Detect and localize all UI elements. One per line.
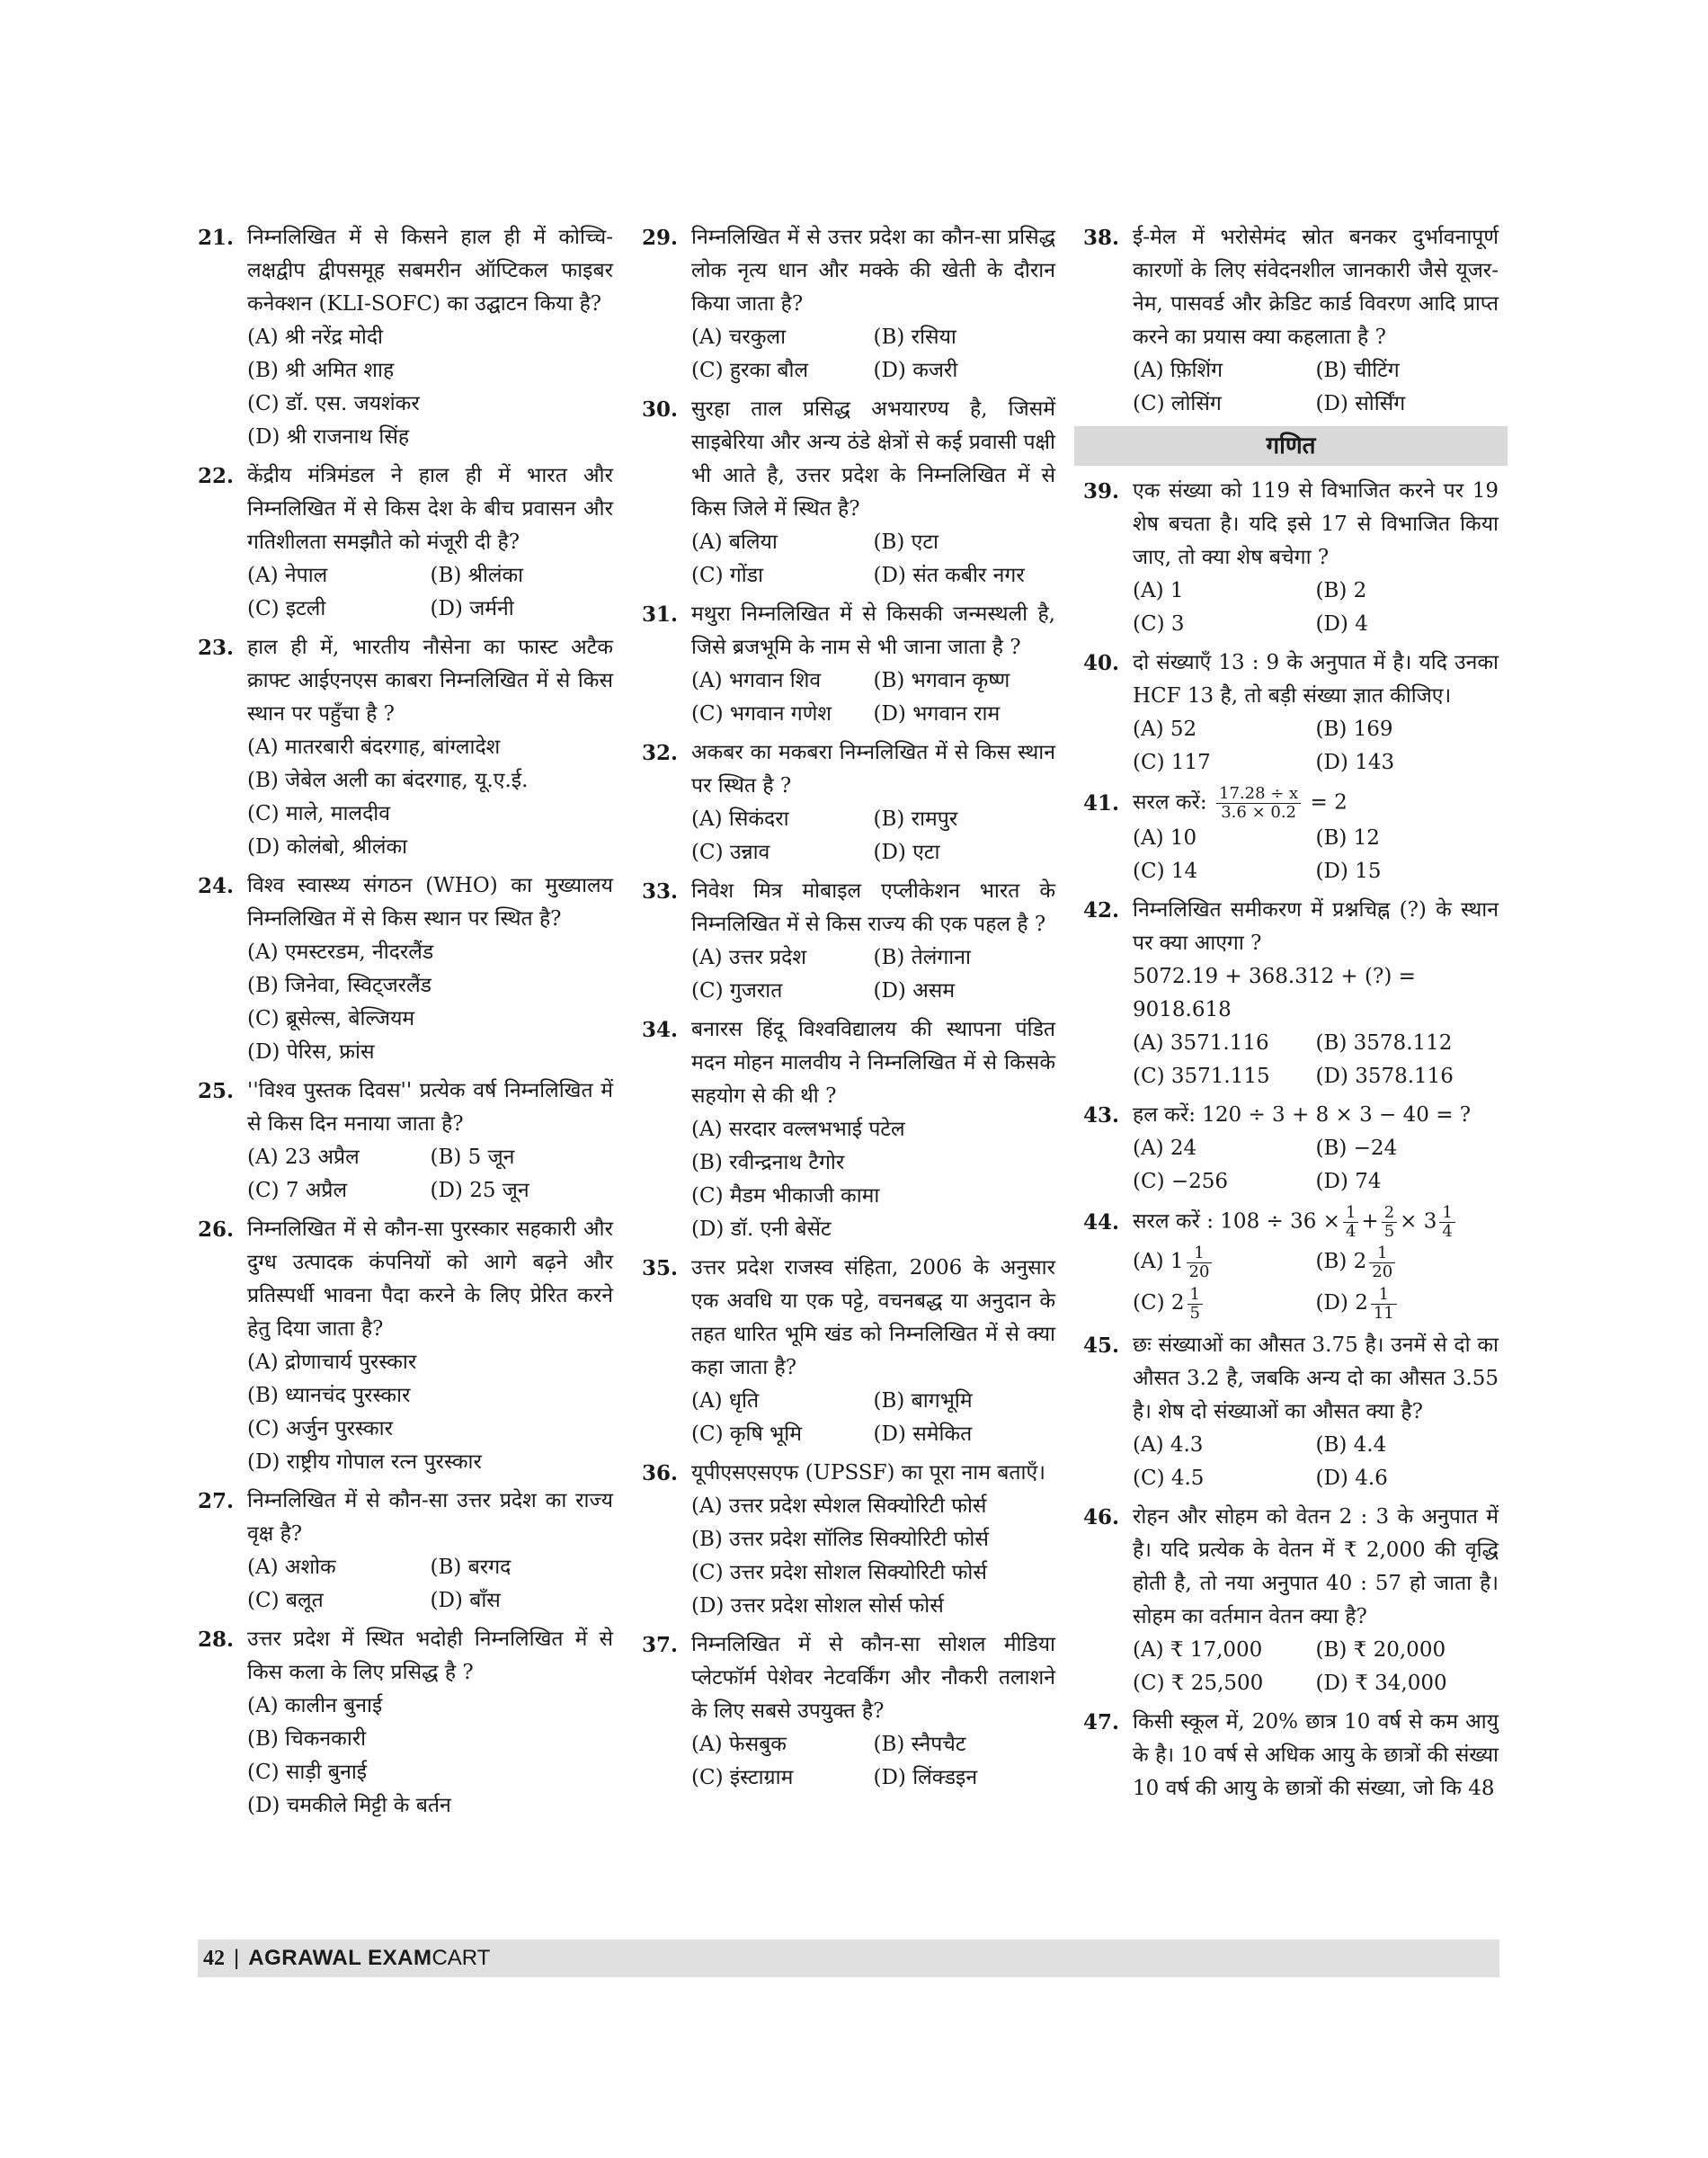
option: (A) द्रोणाचार्य पुरस्कार xyxy=(247,1351,417,1374)
question-text: किसी स्कूल में, 20% छात्र 10 वर्ष से कम आयु के है। 10 वर्ष से अधिक आयु के छात्रों की संख्या 10 वर्ष की आयु के छात्रों की संख्या, जो कि 48 xyxy=(1133,1710,1499,1800)
question-text: विश्व स्वास्थ्य संगठन (WHO) का मुख्यालय निम्नलिखित में से किस स्थान पर स्थित है? xyxy=(247,874,613,931)
column-1 xyxy=(198,221,613,1828)
option: (B) ₹ 20,000 xyxy=(1315,1638,1446,1662)
option: (A) एमस्टरडम, नीदरलैंड xyxy=(247,941,434,964)
question-text: निवेश मित्र मोबाइल एप्लीकेशन भारत के निम्नलिखित में से किस राज्य की एक पहल है ? xyxy=(691,879,1055,936)
fraction-numerator: 1 xyxy=(1369,1244,1395,1263)
question-text: एक संख्या को 119 से विभाजित करने पर 19 शेष बचता है। यदि इसे 17 से विभाजित किया जाए, तो क्या शेष बचेगा ? xyxy=(1133,479,1499,569)
option: (B) बरगद xyxy=(430,1556,512,1579)
equation: 5072.19 + 368.312 + (?) = 9018.618 xyxy=(1133,965,1416,1021)
option: (A) सिकंदरा xyxy=(691,807,789,831)
question-number: 22. xyxy=(198,464,235,488)
question-44 xyxy=(1083,1204,1499,1324)
fraction-denominator: 4 xyxy=(1442,1222,1453,1241)
question-22 xyxy=(198,459,613,626)
question-34 xyxy=(642,1013,1055,1246)
fraction xyxy=(1188,1286,1203,1323)
option: (C) −256 xyxy=(1133,1170,1229,1193)
option: (D) डॉ. एनी बेसेंट xyxy=(691,1217,832,1241)
option: (D) उत्तर प्रदेश सोशल सोर्स फोर्स xyxy=(691,1594,944,1618)
option: (C) हुरका बौल xyxy=(691,359,809,382)
option: (C) ₹ 25,500 xyxy=(1133,1672,1264,1695)
question-text: ई-मेल में भरोसेमंद स्रोत बनकर दुर्भावनापूर्ण कारणों के लिए संवेदनशील जानकारी जैसे यूजर-नेम, पासवर्ड और क्रेडिट कार्ड विवरण आदि प्राप्त करने का प्रयास क्या कहलाता है ? xyxy=(1133,226,1499,349)
equation-result: = 2 xyxy=(1310,790,1348,815)
fraction xyxy=(1439,1204,1454,1241)
question-number: 24. xyxy=(198,874,235,898)
option: (D) लिंक्डइन xyxy=(873,1766,978,1789)
question-text: निम्नलिखित में से कौन-सा सोशल मीडिया प्लेटफॉर्म पेशेवर नेटवर्किंग और नौकरी तलाशने के लिए सबसे उपयुक्त है? xyxy=(691,1633,1055,1723)
option: (D) संत कबीर नगर xyxy=(873,564,1025,587)
question-text: सरल करें : 108 ÷ 36 × xyxy=(1133,1209,1340,1234)
option: (B) श्रीलंका xyxy=(430,564,524,587)
option: (C) साड़ी बुनाई xyxy=(247,1761,368,1784)
column-3 xyxy=(1083,221,1499,1811)
question-24 xyxy=(198,869,613,1069)
question-number: 46. xyxy=(1083,1505,1120,1529)
option: (B) ध्यानचंद पुरस्कार xyxy=(247,1384,411,1407)
option: (B) 4.4 xyxy=(1315,1433,1387,1457)
option: (C) इटली xyxy=(247,597,326,620)
option: (D) राष्ट्रीय गोपाल रत्न पुरस्कार xyxy=(247,1450,482,1474)
option: (A) 10 xyxy=(1133,826,1197,850)
question-number: 26. xyxy=(198,1217,235,1242)
question-47 xyxy=(1083,1706,1499,1806)
option: (B) 169 xyxy=(1315,718,1393,741)
section-heading: गणित xyxy=(1074,426,1508,466)
question-number: 42. xyxy=(1083,898,1120,923)
option xyxy=(1133,1241,1316,1282)
question-number: 41. xyxy=(1083,791,1120,816)
question-25 xyxy=(198,1075,613,1208)
option: (A) सरदार वल्लभभाई पटेल xyxy=(691,1118,905,1141)
option: (B) 5 जून xyxy=(430,1146,515,1169)
fraction-numerator: 1 xyxy=(1343,1204,1358,1223)
option: (C) उत्तर प्रदेश सोशल सिक्योरिटी फोर्स xyxy=(691,1561,987,1584)
option: (D) कजरी xyxy=(873,359,958,382)
fraction-denominator: 5 xyxy=(1189,1303,1200,1323)
question-36 xyxy=(642,1457,1055,1623)
option: (B) 3578.112 xyxy=(1315,1031,1453,1055)
question-text: निम्नलिखित में से उत्तर प्रदेश का कौन-सा प्रसिद्ध लोक नृत्य धान और मक्के की खेती के दौरान किया जाता है? xyxy=(691,226,1055,316)
question-number: 28. xyxy=(198,1627,235,1652)
brand-logo: AGRAWAL EXAM xyxy=(248,1946,432,1970)
option: (A) फ़िशिंग xyxy=(1133,359,1223,382)
question-number: 39. xyxy=(1083,479,1120,504)
question-text: सुरहा ताल प्रसिद्ध अभयारण्य है, जिसमें साइबेरिया और अन्य ठंडे क्षेत्रों से कई प्रवासी पक्षी भी आते है, उत्तर प्रदेश के निम्नलिखित में से किस जिले में स्थित है? xyxy=(691,397,1055,521)
option: (D) जर्मनी xyxy=(430,597,514,620)
option: (C) ब्रूसेल्स, बेल्जियम xyxy=(247,1007,415,1030)
option xyxy=(1316,1282,1499,1324)
question-number: 30. xyxy=(642,397,679,422)
option: (A) 24 xyxy=(1133,1137,1197,1160)
question-text: केंद्रीय मंत्रिमंडल ने हाल ही में भारत और निम्नलिखित में से किस देश के बीच प्रवासन और गतिशीलता समझौते को मंजूरी दी है? xyxy=(247,464,613,554)
question-text: सरल करें: xyxy=(1133,790,1207,815)
operator: + xyxy=(1361,1209,1379,1234)
option: (C) 3 xyxy=(1133,612,1185,636)
question-number: 29. xyxy=(642,226,679,250)
fraction-numerator: 17.28 ÷ x xyxy=(1216,785,1301,804)
option: (A) 52 xyxy=(1133,718,1197,741)
question-number: 38. xyxy=(1083,226,1120,250)
option: (D) कोलंबो, श्रीलंका xyxy=(247,835,408,859)
page-number: 42 xyxy=(203,1947,225,1970)
option: (B) रसिया xyxy=(873,325,956,349)
fraction-numerator: 1 xyxy=(1439,1204,1454,1223)
option: (D) 25 जून xyxy=(430,1179,529,1202)
question-text: मथुरा निम्नलिखित में से किसकी जन्मस्थली है, जिसे ब्रजभूमि के नाम से भी जाना जाता है ? xyxy=(691,602,1055,659)
option: (C) 4.5 xyxy=(1133,1467,1205,1490)
question-23 xyxy=(198,631,613,864)
question-35 xyxy=(642,1252,1055,1451)
option: (A) 1 xyxy=(1133,579,1184,602)
option: (C) 117 xyxy=(1133,751,1211,774)
option: (B) 2 xyxy=(1315,579,1367,602)
fraction-numerator: 1 xyxy=(1188,1286,1203,1305)
option: (B) श्री अमित शाह xyxy=(247,359,395,382)
question-number: 47. xyxy=(1083,1710,1120,1734)
question-38 xyxy=(1083,221,1499,421)
option: (A) मातरबारी बंदरगाह, बांग्लादेश xyxy=(247,736,501,759)
option: (C) अर्जुन पुरस्कार xyxy=(247,1417,394,1440)
option: (D) 143 xyxy=(1315,751,1395,774)
option: (C) भगवान गणेश xyxy=(691,702,832,726)
option-label: (D) 2 xyxy=(1315,1291,1368,1315)
option: (D) 15 xyxy=(1315,860,1382,883)
option: (B) एटा xyxy=(873,531,939,554)
option: (D) 4 xyxy=(1315,612,1368,636)
question-text: निम्नलिखित में से किसने हाल ही में कोच्चि-लक्षद्वीप द्वीपसमूह सबमरीन ऑप्टिकल फाइबर कनेक्शन (KLI-SOFC) का उद्घाटन किया है? xyxy=(247,226,613,316)
question-42 xyxy=(1083,894,1499,1093)
question-46 xyxy=(1083,1501,1499,1700)
question-number: 27. xyxy=(198,1489,235,1513)
question-number: 32. xyxy=(642,741,679,765)
question-text: हल करें: 120 ÷ 3 + 8 × 3 − 40 = ? xyxy=(1133,1103,1472,1127)
option: (A) 23 अप्रैल xyxy=(247,1146,360,1169)
fraction-numerator: 2 xyxy=(1382,1204,1397,1223)
question-text: उत्तर प्रदेश में स्थित भदोही निम्नलिखित में से किस कला के लिए प्रसिद्ध है ? xyxy=(247,1627,613,1684)
option: (A) धृति xyxy=(691,1389,760,1413)
question-number: 43. xyxy=(1083,1103,1120,1128)
question-43 xyxy=(1083,1099,1499,1199)
question-text: बनारस हिंदू विश्वविद्यालय की स्थापना पंडित मदन मोहन मालवीय ने निम्नलिखित में से किसके सहयोग से की थी ? xyxy=(691,1018,1055,1108)
question-33 xyxy=(642,875,1055,1008)
option: (C) 14 xyxy=(1133,860,1198,883)
fraction-denominator: 4 xyxy=(1345,1222,1357,1241)
option: (B) 12 xyxy=(1315,826,1380,850)
option: (B) तेलंगाना xyxy=(873,946,971,969)
question-number: 37. xyxy=(642,1633,679,1657)
option: (C) 7 अप्रैल xyxy=(247,1179,348,1202)
option: (B) भगवान कृष्ण xyxy=(873,669,1010,692)
page-footer xyxy=(198,1940,1499,1977)
question-45 xyxy=(1083,1329,1499,1495)
question-26 xyxy=(198,1213,613,1479)
fraction xyxy=(1369,1244,1395,1281)
option: (D) भगवान राम xyxy=(873,702,1001,726)
option: (A) नेपाल xyxy=(247,564,328,587)
option: (A) कालीन बुनाई xyxy=(247,1694,383,1717)
question-41 xyxy=(1083,785,1499,888)
option-label: (B) 2 xyxy=(1315,1250,1367,1273)
option: (B) −24 xyxy=(1315,1137,1398,1160)
option-label: (C) 2 xyxy=(1133,1291,1185,1315)
question-number: 40. xyxy=(1083,651,1120,675)
option: (A) उत्तर प्रदेश स्पेशल सिक्योरिटी फोर्स xyxy=(691,1494,987,1518)
option xyxy=(1316,1241,1499,1282)
question-number: 25. xyxy=(198,1079,235,1103)
question-number: 31. xyxy=(642,602,679,627)
fraction-denominator: 20 xyxy=(1372,1262,1393,1281)
option: (C) मैडम भीकाजी कामा xyxy=(691,1184,880,1208)
fraction xyxy=(1382,1204,1397,1241)
fraction-denominator: 11 xyxy=(1373,1303,1394,1323)
option: (D) सोर्सिंग xyxy=(1315,392,1406,415)
option: (A) 4.3 xyxy=(1133,1433,1204,1457)
question-40 xyxy=(1083,647,1499,780)
option: (D) पेरिस, फ्रांस xyxy=(247,1040,375,1064)
question-text: निम्नलिखित समीकरण में प्रश्नचिह्न (?) के स्थान पर क्या आएगा ? xyxy=(1133,898,1499,955)
option: (A) 3571.116 xyxy=(1133,1031,1269,1055)
question-number: 35. xyxy=(642,1256,679,1280)
option: (C) उन्नाव xyxy=(691,841,770,864)
option: (D) 4.6 xyxy=(1315,1467,1388,1490)
option: (D) बाँस xyxy=(430,1589,501,1612)
option xyxy=(1133,1282,1316,1324)
question-39 xyxy=(1083,475,1499,641)
operator: × 3 xyxy=(1400,1209,1437,1234)
question-29 xyxy=(642,221,1055,388)
question-37 xyxy=(642,1628,1055,1795)
option: (A) चरकुला xyxy=(691,325,787,349)
question-27 xyxy=(198,1485,613,1618)
option: (C) बलूत xyxy=(247,1589,324,1612)
option: (A) अशोक xyxy=(247,1556,336,1579)
option: (D) एटा xyxy=(873,841,940,864)
question-text: यूपीएसएसएफ (UPSSF) का पूरा नाम बताएँ। xyxy=(691,1461,1045,1485)
question-text: छः संख्याओं का औसत 3.75 है। उनमें से दो का औसत 3.2 है, जबकि अन्य दो का औसत 3.55 है। शेष दो संख्याओं का औसत क्या है? xyxy=(1133,1333,1499,1423)
option: (D) असम xyxy=(873,979,956,1003)
option: (A) भगवान शिव xyxy=(691,669,822,692)
question-text: रोहन और सोहम को वेतन 2 : 3 के अनुपात में है। यदि प्रत्येक के वेतन में ₹ 2,000 की वृद्धि होती है, तो नया अनुपात 40 : 57 हो जाता है। सोहम का वर्तमान वेतन क्या है? xyxy=(1133,1505,1499,1628)
fraction xyxy=(1216,785,1301,822)
option-label: (A) 1 xyxy=(1133,1250,1184,1273)
fraction xyxy=(1371,1286,1397,1323)
option: (C) 3571.115 xyxy=(1133,1065,1270,1088)
fraction-denominator: 3.6 × 0.2 xyxy=(1221,803,1296,822)
question-text: निम्नलिखित में से कौन-सा उत्तर प्रदेश का राज्य वृक्ष है? xyxy=(247,1489,613,1546)
option: (B) बागभूमि xyxy=(873,1389,973,1413)
option: (C) डॉ. एस. जयशंकर xyxy=(247,392,420,415)
option: (B) चिकनकारी xyxy=(247,1727,367,1751)
option: (A) श्री नरेंद्र मोदी xyxy=(247,325,383,349)
question-text: अकबर का मकबरा निम्नलिखित में से किस स्थान पर स्थित है ? xyxy=(691,741,1055,798)
option: (A) ₹ 17,000 xyxy=(1133,1638,1263,1662)
option: (C) कृषि भूमि xyxy=(691,1422,802,1446)
question-number: 23. xyxy=(198,636,235,660)
option: (C) गोंडा xyxy=(691,564,764,587)
option: (B) जिनेवा, स्विट्जरलैंड xyxy=(247,974,431,997)
fraction xyxy=(1343,1204,1358,1241)
fraction-numerator: 1 xyxy=(1187,1244,1213,1263)
option: (C) लोसिंग xyxy=(1133,392,1222,415)
fraction xyxy=(1187,1244,1213,1281)
question-number: 45. xyxy=(1083,1333,1120,1358)
question-text: उत्तर प्रदेश राजस्व संहिता, 2006 के अनुसार एक अवधि या एक पट्टे, वचनबद्ध या अनुदान के तहत धारित भूमि खंड को निम्नलिखित में से क्या कहा जाता है? xyxy=(691,1256,1055,1379)
option: (C) गुजरात xyxy=(691,979,783,1003)
question-text: ''विश्व पुस्तक दिवस'' प्रत्येक वर्ष निम्नलिखित में से किस दिन मनाया जाता है? xyxy=(247,1079,613,1136)
brand-logo-suffix: CART xyxy=(431,1946,491,1970)
question-number: 44. xyxy=(1083,1210,1120,1235)
option: (B) रवीन्द्रनाथ टैगोर xyxy=(691,1151,845,1174)
question-30 xyxy=(642,393,1055,593)
fraction-denominator: 20 xyxy=(1188,1262,1210,1281)
option: (D) ₹ 34,000 xyxy=(1315,1672,1447,1695)
option: (A) उत्तर प्रदेश xyxy=(691,946,807,969)
option: (B) जेबेल अली का बंदरगाह, यू.ए.ई. xyxy=(247,769,529,792)
option: (D) चमकीले मिट्टी के बर्तन xyxy=(247,1794,451,1817)
option: (D) 3578.116 xyxy=(1315,1065,1454,1088)
question-31 xyxy=(642,598,1055,731)
footer-separator: | xyxy=(234,1946,240,1970)
option: (B) स्नैपचैट xyxy=(873,1733,966,1756)
option: (D) 74 xyxy=(1315,1170,1382,1193)
option: (D) श्री राजनाथ सिंह xyxy=(247,425,410,449)
option: (C) इंस्टाग्राम xyxy=(691,1766,794,1789)
question-32 xyxy=(642,736,1055,869)
fraction-denominator: 5 xyxy=(1383,1222,1395,1241)
question-28 xyxy=(198,1623,613,1823)
question-text: निम्नलिखित में से कौन-सा पुरस्कार सहकारी और दुग्ध उत्पादक कंपनियों को आगे बढ़ने और प्रतिस्पर्धी भावना पैदा करने के लिए प्रेरित करने हेतु दिया जाता है? xyxy=(247,1217,613,1341)
option: (A) बलिया xyxy=(691,531,778,554)
question-21 xyxy=(198,221,613,454)
option: (B) चीटिंग xyxy=(1315,359,1400,382)
option: (C) माले, मालदीव xyxy=(247,802,391,825)
option: (D) समेकित xyxy=(873,1422,973,1446)
question-text: हाल ही में, भारतीय नौसेना का फास्ट अटैक क्राफ्ट आईएनएस काबरा निम्नलिखित में से किस स्थान पर पहुँचा है ? xyxy=(247,636,613,726)
question-number: 21. xyxy=(198,226,235,250)
question-number: 34. xyxy=(642,1018,679,1042)
option: (B) उत्तर प्रदेश सॉलिड सिक्योरिटी फोर्स xyxy=(691,1528,989,1551)
fraction-numerator: 1 xyxy=(1371,1286,1397,1305)
question-number: 33. xyxy=(642,879,679,904)
option: (B) रामपुर xyxy=(873,807,958,831)
question-text: दो संख्याएँ 13 : 9 के अनुपात में है। यदि उनका HCF 13 है, तो बड़ी संख्या ज्ञात कीजिए। xyxy=(1133,651,1499,708)
column-2 xyxy=(642,221,1055,1800)
option: (A) फेसबुक xyxy=(691,1733,787,1756)
question-number: 36. xyxy=(642,1461,679,1485)
